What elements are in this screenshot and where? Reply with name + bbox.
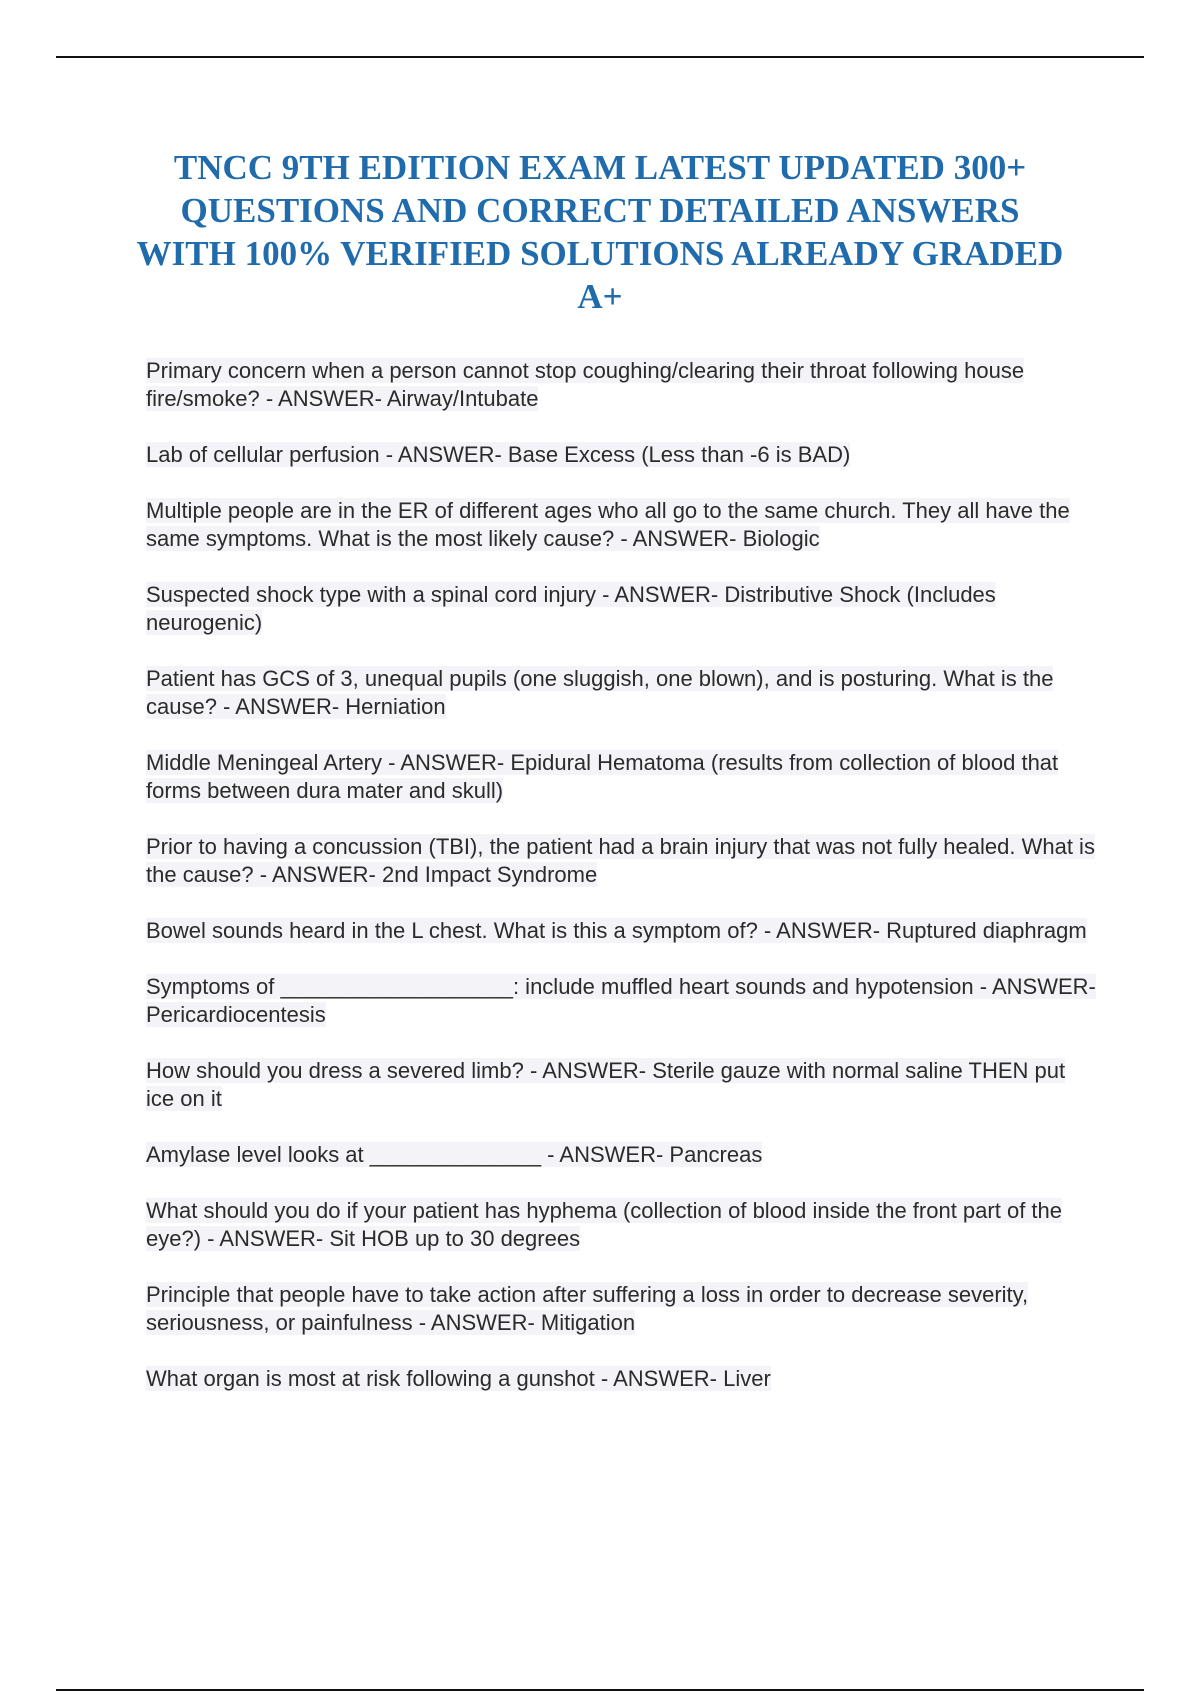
qa-text: Amylase level looks at ______________ - ANSWER- Pancreas [146,1142,763,1167]
qa-text: Suspected shock type with a spinal cord injury - ANSWER- Distributive Shock (Includes neurogenic) [146,582,996,635]
qa-item [146,497,1096,553]
qa-item [146,665,1096,721]
qa-text: Patient has GCS of 3, unequal pupils (one sluggish, one blown), and is posturing. What is the cause? - ANSWER- Herniation [146,666,1054,719]
qa-list [146,357,1096,1421]
qa-text: Middle Meningeal Artery - ANSWER- Epidural Hematoma (results from collection of blood that forms between dura mater and skull) [146,750,1059,803]
qa-text: Principle that people have to take action after suffering a loss in order to decrease severity, seriousness, or painfulness - ANSWER- Mitigation [146,1282,1029,1335]
bottom-rule [56,1689,1144,1691]
qa-item [146,973,1096,1029]
qa-item [146,1197,1096,1253]
qa-text: How should you dress a severed limb? - ANSWER- Sterile gauze with normal saline THEN put ice on it [146,1058,1066,1111]
document-title: TNCC 9TH EDITION EXAM LATEST UPDATED 300+ QUESTIONS AND CORRECT DETAILED ANSWERS WITH 100% VERIFIED SOLUTIONS ALREADY GRADED A+ [136,148,1064,316]
qa-text: Symptoms of ___________________: include muffled heart sounds and hypotension - ANSWER- Pericardiocentesis [146,974,1096,1027]
qa-item [146,1141,1096,1169]
qa-item [146,749,1096,805]
qa-text: Lab of cellular perfusion - ANSWER- Base Excess (Less than -6 is BAD) [146,442,851,467]
qa-item [146,357,1096,413]
qa-item [146,1057,1096,1113]
qa-item [146,833,1096,889]
qa-text: What organ is most at risk following a gunshot - ANSWER- Liver [146,1366,771,1391]
qa-text: Prior to having a concussion (TBI), the patient had a brain injury that was not fully healed. What is the cause? - ANSWER- 2nd Impact Syndrome [146,834,1095,887]
qa-item [146,1281,1096,1337]
qa-item [146,581,1096,637]
qa-item [146,917,1096,945]
qa-text: What should you do if your patient has hyphema (collection of blood inside the front part of the eye?) - ANSWER- Sit HOB up to 30 degrees [146,1198,1062,1251]
qa-text: Multiple people are in the ER of different ages who all go to the same church. They all have the same symptoms. What is the most likely cause? - ANSWER- Biologic [146,498,1070,551]
qa-text: Primary concern when a person cannot stop coughing/clearing their throat following house fire/smoke? - ANSWER- Airway/Intubate [146,358,1025,411]
qa-item [146,1365,1096,1393]
qa-text: Bowel sounds heard in the L chest. What is this a symptom of? - ANSWER- Ruptured diaphragm [146,918,1087,943]
top-rule [56,56,1144,58]
qa-item [146,441,1096,469]
